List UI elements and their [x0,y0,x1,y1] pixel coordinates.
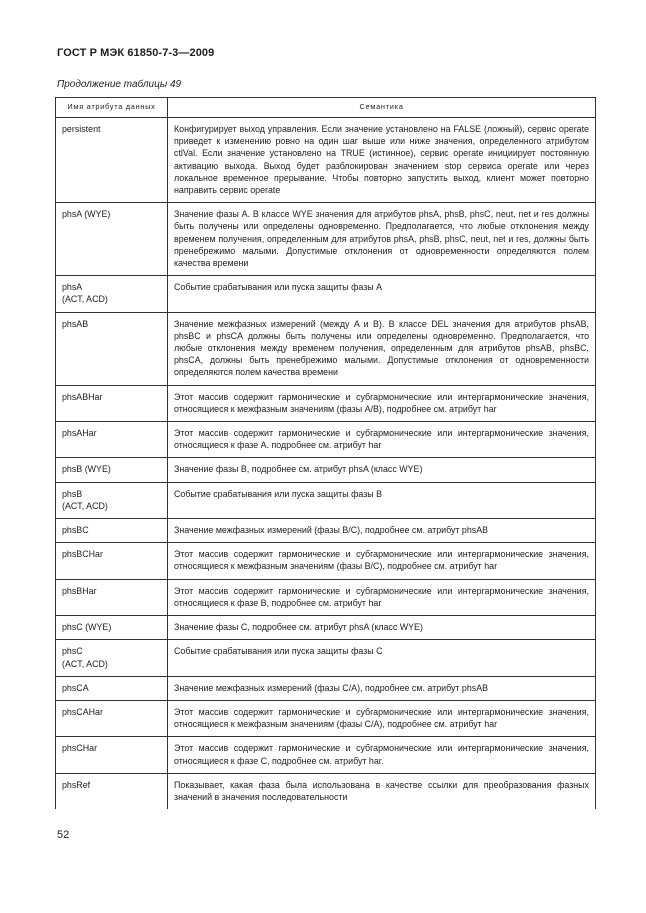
attribute-name-cell: phsABHar [56,385,168,421]
semantics-cell: Значение межфазных измерений (фазы B/C), подробнее см. атрибут phsAB [168,519,596,543]
semantics-cell: Значение фазы B, подробнее см. атрибут phsA (класс WYE) [168,458,596,482]
semantics-cell: Значение межфазных измерений (фазы C/A), подробнее см. атрибут phsAB [168,676,596,700]
attribute-name-cell: phsA (WYE) [56,203,168,276]
table-row [56,543,596,579]
table-row [56,385,596,421]
table-row [56,312,596,385]
page-number: 52 [57,829,70,841]
table-row [56,519,596,543]
attribute-name-cell: phsCHar [56,737,168,773]
table-row [56,676,596,700]
table-header-row [56,98,596,118]
attribute-name-cell: phsCA [56,676,168,700]
table-row [56,700,596,736]
table-caption: Продолжение таблицы 49 [57,79,182,90]
attribute-name-cell: phsA (ACT, ACD) [56,276,168,312]
attributes-table [55,97,596,809]
semantics-cell: Показывает, какая фаза была использована в качестве ссылки для преобразования фазных значений в значения последовательности [168,773,596,809]
column-header-attribute-name: Имя атрибута данных [56,98,168,118]
semantics-cell: Этот массив содержит гармонические и субгармонические или интергармонические значения, относящиеся к межфазным значениям (фазы A/B), подробнее см. атрибут har [168,385,596,421]
table-row [56,118,596,203]
table-row [56,458,596,482]
attribute-name-cell: phsRef [56,773,168,809]
attribute-name-cell: phsBCHar [56,543,168,579]
attribute-name-cell: phsAHar [56,422,168,458]
table-row [56,482,596,518]
column-header-semantics: Семантика [168,98,596,118]
table-row [56,579,596,615]
table-body [56,118,596,810]
attribute-name-cell: phsB (ACT, ACD) [56,482,168,518]
semantics-cell: Этот массив содержит гармонические и субгармонические или интергармонические значения, относящиеся к фазе C, подробнее см. атрибут har. [168,737,596,773]
attribute-name-cell: phsCAHar [56,700,168,736]
semantics-cell: Этот массив содержит гармонические и субгармонические или интергармонические значения, относящиеся к фазе B, подробнее см. атрибут har [168,579,596,615]
table-row [56,640,596,676]
attribute-name-cell: phsC (ACT, ACD) [56,640,168,676]
table-row [56,276,596,312]
attribute-name-cell: phsB (WYE) [56,458,168,482]
semantics-cell: Конфигурирует выход управления. Если значение установлено на FALSE (ложный), сервис operate приведет к изменению ровно на один шаг выше или ниже значения, определенного атрибутом ctlVal. Если значение установлено на TRUE (истинное), сервис operate инициирует постоянную активацию выхода. Выход будет разблокирован значением stop сервиса operate или через локальное временное прерывание. Чтобы повторно запустить выход, клиент может повторно направить сервис operate [168,118,596,203]
semantics-cell: Этот массив содержит гармонические и субгармонические или интергармонические значения, относящиеся к межфазным значениям (фазы C/A), подробнее см. атрибут har [168,700,596,736]
semantics-cell: Этот массив содержит гармонические и субгармонические или интергармонические значения, относящиеся к фазе A. подробнее см. атрибут har [168,422,596,458]
table-row [56,737,596,773]
attribute-name-cell: phsAB [56,312,168,385]
table-row [56,422,596,458]
semantics-cell: Этот массив содержит гармонические и субгармонические или интергармонические значения, относящиеся к межфазным значениям (фазы B/C), подробнее см. атрибут har [168,543,596,579]
semantics-cell: Событие срабатывания или пуска защиты фазы C [168,640,596,676]
semantics-cell: Событие срабатывания или пуска защиты фазы A [168,276,596,312]
attribute-name-cell: persistent [56,118,168,203]
semantics-cell: Значение межфазных измерений (между A и B). В классе DEL значения для атрибутов phsAB, phsBC и phsCA должны быть получены или определены одновременно. Предполагается, что любые отклонения между временем получения, определенным для атрибутов phsAB, phsBC, phsCA, должны быть пренебрежимо малыми. Допустимые отклонения от одновременности определяются полем качества времени [168,312,596,385]
standard-title: ГОСТ Р МЭК 61850-7-3—2009 [57,47,215,59]
table-row [56,203,596,276]
semantics-cell: Событие срабатывания или пуска защиты фазы B [168,482,596,518]
semantics-cell: Значение фазы A. В классе WYE значения для атрибутов phsA, phsB, phsC, neut, net и res должны быть получены или определены одновременно. Предполагается, что любые отклонения между временем получения, определенным для атрибутов phsA, phsB, phsC, neut, net и res, должны быть пренебрежимо малыми. Допустимые отклонения от одновременности определяются полем качества времени [168,203,596,276]
table-row [56,616,596,640]
semantics-cell: Значение фазы C, подробнее см. атрибут phsA (класс WYE) [168,616,596,640]
table-row [56,773,596,809]
attribute-name-cell: phsBC [56,519,168,543]
attribute-name-cell: phsC (WYE) [56,616,168,640]
attribute-name-cell: phsBHar [56,579,168,615]
